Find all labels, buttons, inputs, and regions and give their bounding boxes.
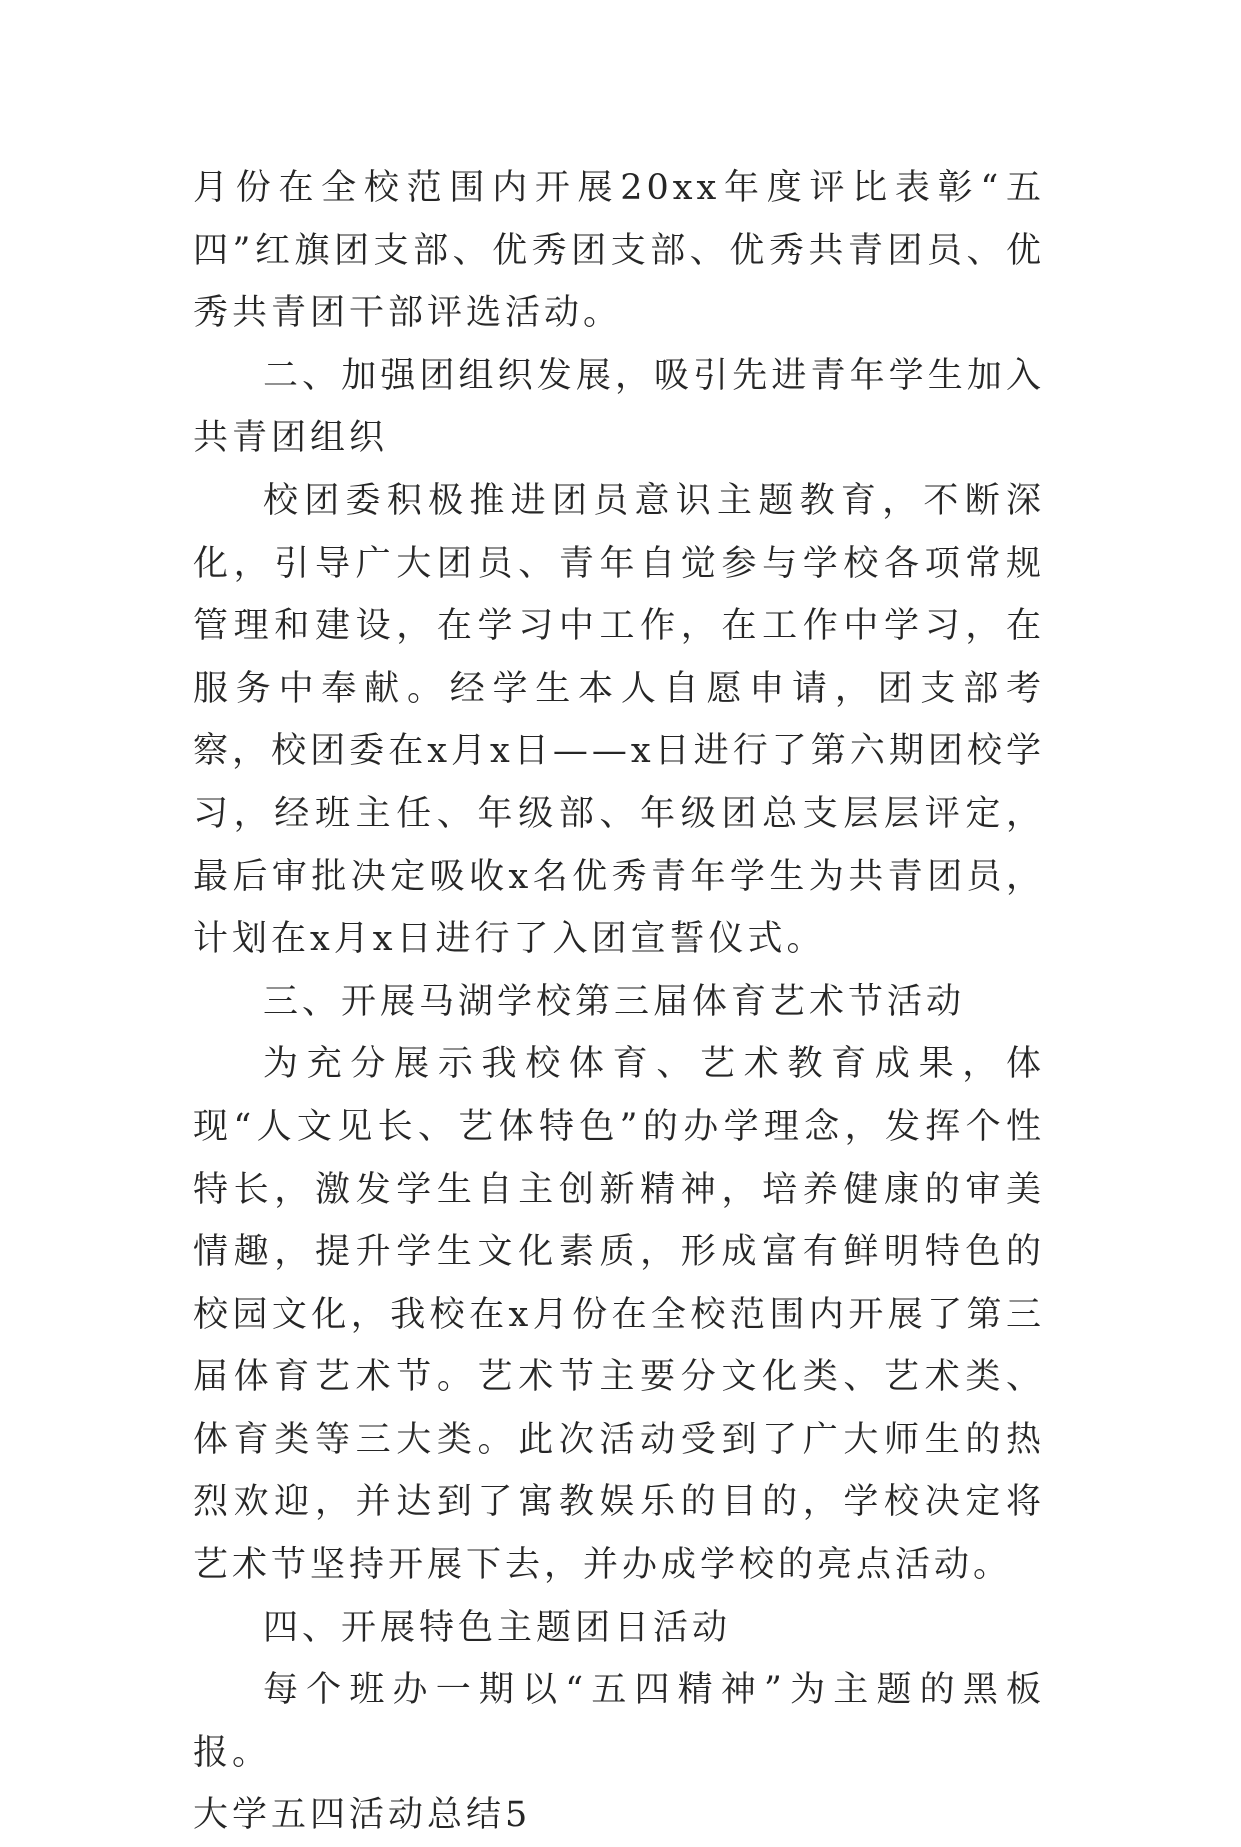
- paragraph-section-3: 为充分展示我校体育、艺术教育成果，体现“人文见长、艺体特色”的办学理念，发挥个性特长，激发学生自主创新精神，培养健康的审美情趣，提升学生文化素质，形成富有鲜明特色的校园文化，我校在x月份在全校范围内开展了第三届体育艺术节。艺术节主要分文化类、艺术类、体育类等三大类。此次活动受到了广大师生的热烈欢迎，并达到了寓教娱乐的目的，学校决定将艺术节坚持开展下去，并办成学校的亮点活动。: [193, 1044, 1045, 1586]
- next-document-title: 大学五四活动总结5: [193, 1795, 532, 1836]
- section-heading-2: 二、加强团组织发展，吸引先进青年学生加入共青团组织: [193, 355, 1045, 459]
- paragraph-section-2: 校团委积极推进团员意识主题教育，不断深化，引导广大团员、青年自觉参与学校各项常规管理和建设，在学习中工作，在工作中学习，在服务中奉献。经学生本人自愿申请，团支部考察，校团委在x月x日——x日进行了第六期团校学习，经班主任、年级部、年级团总支层层评定，最后审批决定吸收x名优秀青年学生为共青团员，计划在x月x日进行了入团宣誓仪式。: [193, 480, 1045, 960]
- paragraph-section-4: 每个班办一期以“五四精神”为主题的黑板报。: [193, 1670, 1045, 1773]
- section-heading-4: 四、开展特色主题团日活动: [263, 1607, 732, 1648]
- document-body: [193, 157, 1045, 1847]
- section-heading-3: 三、开展马湖学校第三届体育艺术节活动: [263, 981, 966, 1022]
- paragraph-continuation: 月份在全校范围内开展20xx年度评比表彰“五四”红旗团支部、优秀团支部、优秀共青团员、优秀共青团干部评选活动。: [193, 168, 1045, 334]
